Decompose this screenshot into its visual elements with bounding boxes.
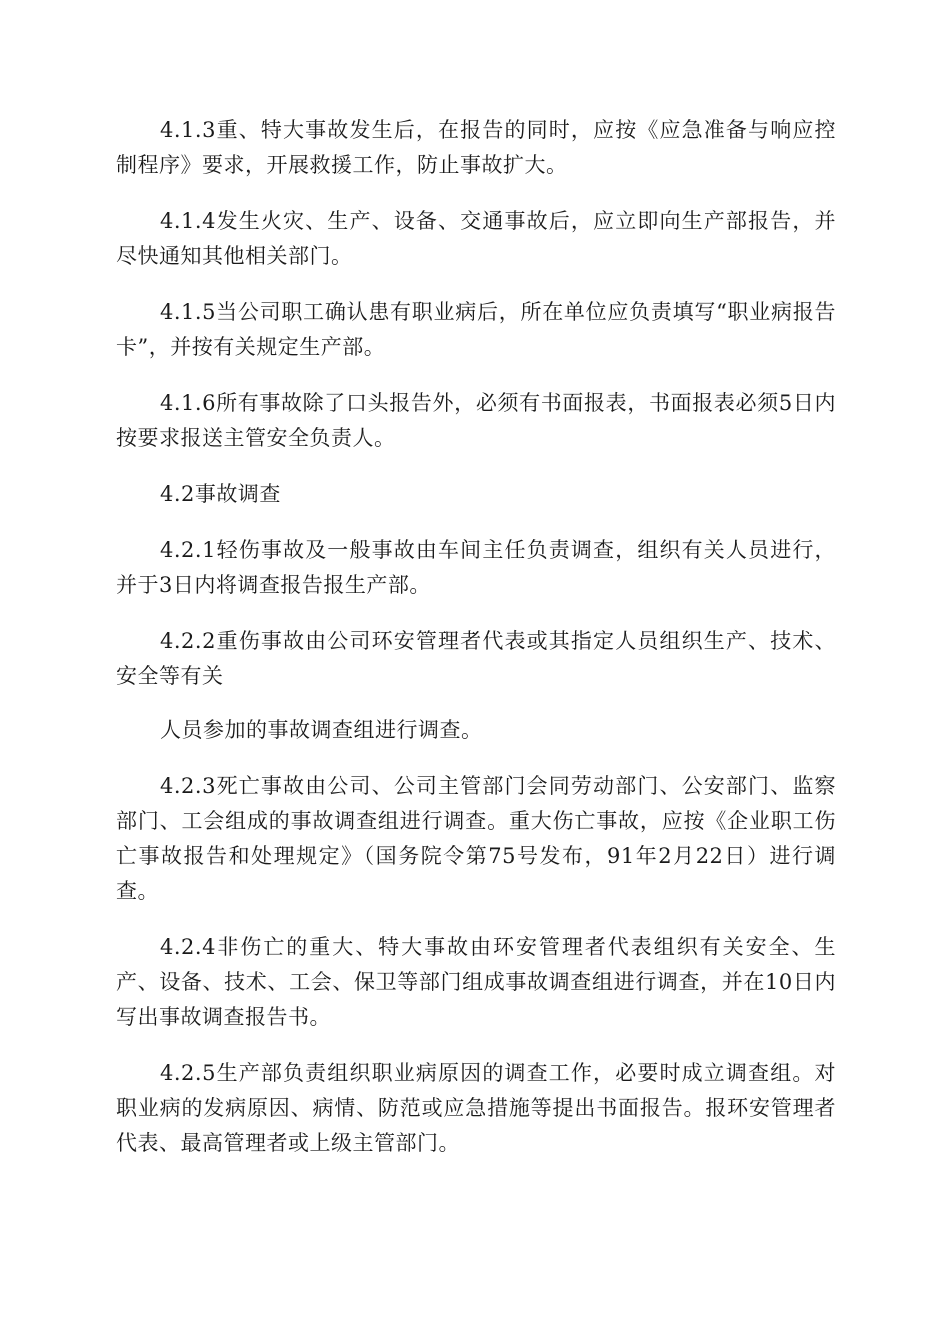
- document-page: [116, 113, 836, 1182]
- paragraph-4-1-3: 4.1.3重、特大事故发生后，在报告的同时，应按《应急准备与响应控制程序》要求，开展救援工作，防止事故扩大。: [116, 118, 836, 177]
- paragraph-4-2-2: 4.2.2重伤事故由公司环安管理者代表或其指定人员组织生产、技术、安全等有关: [116, 629, 836, 688]
- paragraph-4-1-4: 4.1.4发生火灾、生产、设备、交通事故后，应立即向生产部报告，并尽快通知其他相关部门。: [116, 209, 836, 268]
- section-heading-4-2: 4.2事故调查: [160, 482, 281, 506]
- paragraph-4-2-2-continued: 人员参加的事故调查组进行调查。: [160, 718, 483, 742]
- paragraph-4-1-5: 4.1.5当公司职工确认患有职业病后，所在单位应负责填写“职业病报告卡”，并按有关规定生产部。: [116, 300, 836, 359]
- paragraph-4-1-6: 4.1.6所有事故除了口头报告外，必须有书面报表，书面报表必须5日内按要求报送主管安全负责人。: [116, 391, 836, 450]
- paragraph-4-2-4: 4.2.4非伤亡的重大、特大事故由环安管理者代表组织有关安全、生产、设备、技术、工会、保卫等部门组成事故调查组进行调查，并在10日内写出事故调查报告书。: [116, 935, 836, 1029]
- paragraph-4-2-5: 4.2.5生产部负责组织职业病原因的调查工作，必要时成立调查组。对职业病的发病原因、病情、防范或应急措施等提出书面报告。报环安管理者代表、最高管理者或上级主管部门。: [116, 1061, 836, 1155]
- paragraph-4-2-1: 4.2.1轻伤事故及一般事故由车间主任负责调查，组织有关人员进行，并于3日内将调查报告报生产部。: [116, 538, 836, 597]
- paragraph-4-2-3: 4.2.3死亡事故由公司、公司主管部门会同劳动部门、公安部门、监察部门、工会组成的事故调查组进行调查。重大伤亡事故，应按《企业职工伤亡事故报告和处理规定》（国务院令第75号发布，91年2月22日）进行调查。: [116, 774, 836, 903]
